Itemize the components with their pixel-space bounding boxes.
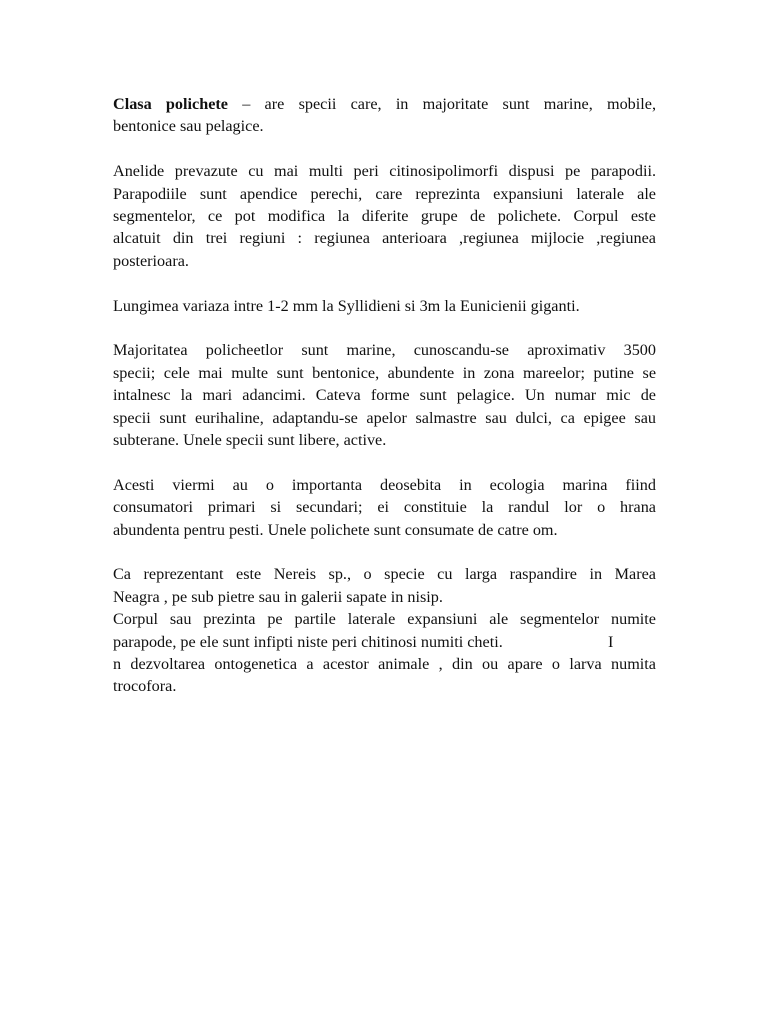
text-line: segmentelor, ce pot modifica la diferite grupe de polichete. Corpul este	[113, 207, 656, 226]
text-line: Acesti viermi au o importanta deosebita in ecologia marina fiind	[113, 475, 656, 494]
text-line: intalnesc la mari adancimi. Cateva forme sunt pelagice. Un numar mic de	[113, 386, 656, 405]
text-line: specii sunt eurihaline, adaptandu-se apelor salmastre sau dulci, ca epigee sau	[113, 408, 656, 427]
text-line	[113, 93, 656, 115]
text-line: n dezvoltarea ontogenetica a acestor animale , din ou apare o larva numita	[113, 655, 656, 674]
document-page	[113, 93, 656, 698]
paragraph-anatomy	[113, 160, 656, 272]
text-line: consumatori primari si secundari; ei constituie la randul lor o hrana	[113, 498, 656, 517]
text-line: trocofora.	[113, 677, 177, 696]
text-line: Lungimea variaza intre 1-2 mm la Syllidieni si 3m la Eunicienii giganti.	[113, 296, 580, 315]
text-span: – are specii care, in majoritate sunt marine, mobile,	[227, 95, 656, 113]
text-line: Neagra , pe sub pietre sau in galerii sapate in nisip.	[113, 587, 443, 606]
paragraph-representative	[113, 563, 656, 697]
text-line: bentonice sau pelagice.	[113, 117, 264, 136]
paragraph-length	[113, 295, 656, 317]
text-line: Ca reprezentant este Nereis sp., o specie cu larga raspandire in Marea	[113, 565, 656, 584]
paragraph-intro	[113, 93, 656, 138]
text-line: alcatuit din trei regiuni : regiunea anterioara ,regiunea mijlocie ,regiunea	[113, 229, 656, 248]
text-line: posterioara.	[113, 251, 189, 270]
text-line	[113, 631, 656, 653]
text-line: Parapodiile sunt apendice perechi, care reprezinta expansiuni laterale ale	[113, 184, 656, 203]
text-line: Majoritatea policheetlor sunt marine, cunoscandu-se aproximativ 3500	[113, 341, 656, 360]
text-line: subterane. Unele specii sunt libere, active.	[113, 431, 387, 450]
text-line: Anelide prevazute cu mai multi peri citinosipolimorfi dispusi pe parapodii.	[113, 162, 656, 181]
class-title: Clasa polichete	[113, 95, 228, 113]
paragraph-ecology	[113, 474, 656, 541]
text-span: parapode, pe ele sunt infipti niste peri chitinosi numiti cheti.	[113, 632, 503, 651]
text-line: abundenta pentru pesti. Unele polichete sunt consumate de catre om.	[113, 520, 558, 539]
text-line: Corpul sau prezinta pe partile laterale expansiuni ale segmentelor numite	[113, 610, 656, 629]
text-line: specii; cele mai multe sunt bentonice, abundente in zona mareelor; putine se	[113, 363, 656, 382]
paragraph-habitat	[113, 339, 656, 451]
stray-letter: I	[608, 632, 614, 651]
